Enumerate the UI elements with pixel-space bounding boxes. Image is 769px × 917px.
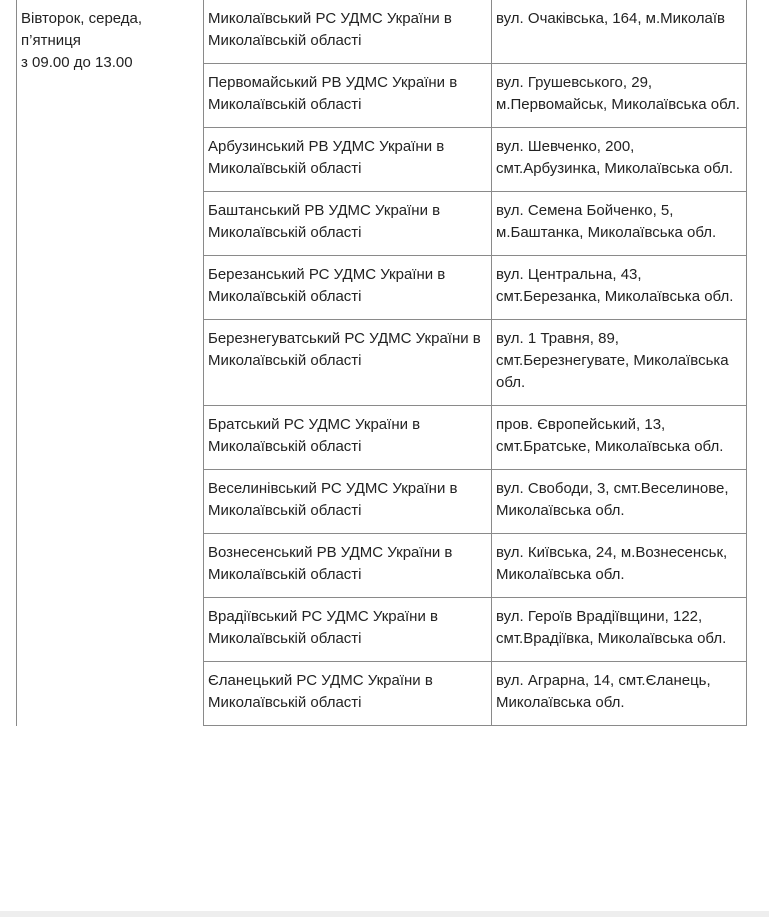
office-name-cell (204, 320, 492, 406)
office-address-cell (492, 192, 747, 256)
office-name-cell (204, 598, 492, 662)
office-address: вул. Аграрна, 14, смт.Єланець, Миколаївська обл. (496, 672, 711, 711)
office-name-cell (204, 128, 492, 192)
offices-table-body (17, 0, 747, 726)
schedule-cell (17, 0, 204, 726)
table-row (17, 0, 747, 64)
office-name: Арбузинський РВ УДМС України в Миколаївській області (208, 138, 445, 177)
office-address: вул. Шевченко, 200, смт.Арбузинка, Миколаївська обл. (496, 138, 733, 177)
office-address-cell (492, 598, 747, 662)
office-address: вул. Київська, 24, м.Вознесенськ, Миколаївська обл. (496, 544, 728, 583)
office-address: вул. 1 Травня, 89, смт.Березнегувате, Миколаївська обл. (496, 330, 729, 391)
office-address-cell (492, 256, 747, 320)
office-name-cell (204, 534, 492, 598)
offices-table (16, 0, 747, 726)
office-name-cell (204, 662, 492, 726)
office-name-cell (204, 406, 492, 470)
office-address: вул. Свободи, 3, смт.Веселинове, Миколаївська обл. (496, 480, 729, 519)
office-name-cell (204, 64, 492, 128)
office-address: вул. Центральна, 43, смт.Березанка, Миколаївська обл. (496, 266, 734, 305)
office-name-cell (204, 256, 492, 320)
office-address-cell (492, 64, 747, 128)
office-address-cell (492, 534, 747, 598)
office-name: Вознесенський РВ УДМС України в Миколаївській області (208, 544, 453, 583)
office-address-cell (492, 320, 747, 406)
office-name: Миколаївський РС УДМС України в Миколаївській області (208, 10, 452, 49)
office-address-cell (492, 0, 747, 64)
office-address: пров. Європейський, 13, смт.Братське, Миколаївська обл. (496, 416, 724, 455)
office-address-cell (492, 662, 747, 726)
office-name: Баштанський РВ УДМС України в Миколаївській області (208, 202, 441, 241)
office-name: Врадіївський РС УДМС України в Миколаївській області (208, 608, 438, 647)
office-name: Братський РС УДМС України в Миколаївській області (208, 416, 421, 455)
schedule-line: Вівторок, середа, (21, 10, 143, 27)
office-address-cell (492, 470, 747, 534)
office-name: Веселинівський РС УДМС України в Миколаївській області (208, 480, 458, 519)
office-name: Єланецький РС УДМС України в Миколаївській області (208, 672, 433, 711)
office-address: вул. Героїв Врадіївщини, 122, смт.Врадіївка, Миколаївська обл. (496, 608, 727, 647)
page-bottom-strip (0, 911, 769, 917)
office-address-cell (492, 406, 747, 470)
office-name-cell (204, 0, 492, 64)
schedule-line: п’ятниця (21, 32, 81, 49)
office-address: вул. Семена Бойченко, 5, м.Баштанка, Миколаївська обл. (496, 202, 717, 241)
office-address: вул. Грушевського, 29, м.Первомайськ, Миколаївська обл. (496, 74, 740, 113)
schedule-line: з 09.00 до 13.00 (21, 54, 133, 71)
office-name: Березнегуватський РС УДМС України в Миколаївській області (208, 330, 481, 369)
office-name: Первомайський РВ УДМС України в Миколаївській області (208, 74, 458, 113)
office-name-cell (204, 192, 492, 256)
office-address: вул. Очаківська, 164, м.Миколаїв (496, 10, 725, 27)
office-address-cell (492, 128, 747, 192)
office-name: Березанський РС УДМС України в Миколаївській області (208, 266, 446, 305)
office-name-cell (204, 470, 492, 534)
